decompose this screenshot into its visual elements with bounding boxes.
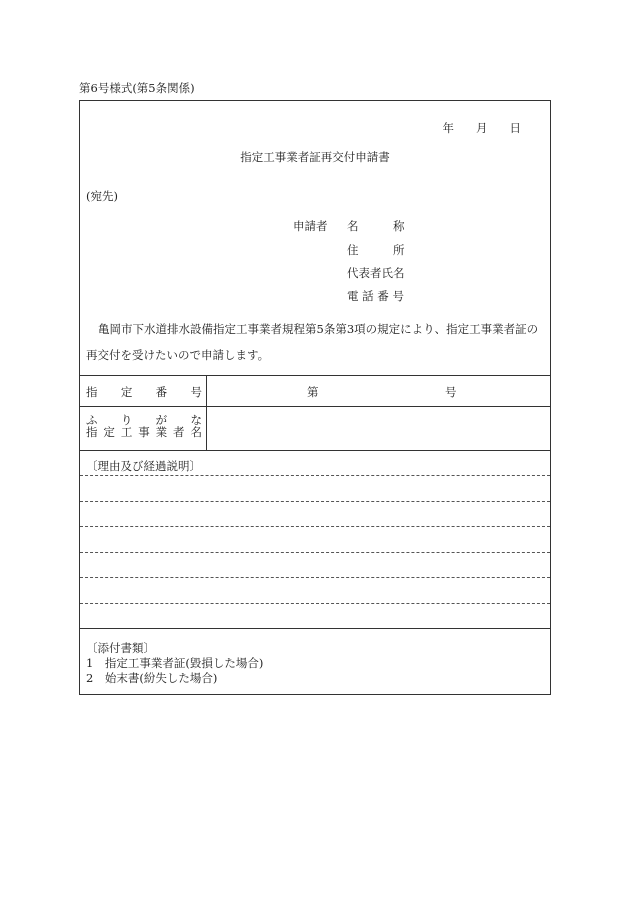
- reason-section-title: 〔理由及び経過説明〕: [86, 459, 201, 473]
- divider: [80, 628, 550, 629]
- dotted-line: [80, 577, 550, 578]
- contractor-name-label: 指 定 工 事 業 者 名: [86, 425, 202, 439]
- divider: [80, 450, 550, 451]
- applicant-label: 申請者: [293, 219, 328, 233]
- dotted-line: [80, 501, 550, 502]
- furigana-label: ふ り が な: [86, 413, 202, 427]
- divider: [80, 375, 550, 376]
- attachments-title: 〔添付書類〕: [86, 641, 155, 655]
- number-suffix: 号: [445, 385, 457, 399]
- addressee: (宛先): [86, 189, 118, 203]
- request-statement: 亀岡市下水道排水設備指定工事業者規程第5条第3項の規定により、指定工事業者証の再交付を受けたいので申請します。: [86, 322, 539, 362]
- form-number: 第6号様式(第5条関係): [79, 81, 195, 95]
- dotted-line: [80, 552, 550, 553]
- applicant-representative-label: 代表者氏名: [347, 266, 405, 280]
- form-title: 指定工事業者証再交付申請書: [240, 150, 390, 164]
- date-month: 月: [476, 121, 488, 135]
- date-line: [443, 120, 522, 136]
- designation-number-label: 指 定 番 号: [86, 385, 202, 399]
- date-day: 日: [509, 121, 521, 135]
- contractor-name-field[interactable]: [207, 407, 550, 449]
- dotted-line: [80, 475, 550, 476]
- applicant-phone-label: 電 話 番 号: [347, 289, 404, 303]
- applicant-name-label: 名 称: [347, 219, 405, 233]
- dotted-line: [80, 526, 550, 527]
- attachment-item: 2 始末書(紛失した場合): [86, 671, 218, 685]
- number-prefix: 第: [307, 385, 319, 399]
- application-form: [79, 100, 551, 695]
- date-year: 年: [442, 121, 454, 135]
- applicant-address-label: 住 所: [347, 243, 405, 257]
- attachment-item: 1 指定工事業者証(毀損した場合): [86, 656, 264, 670]
- dotted-line: [80, 603, 550, 604]
